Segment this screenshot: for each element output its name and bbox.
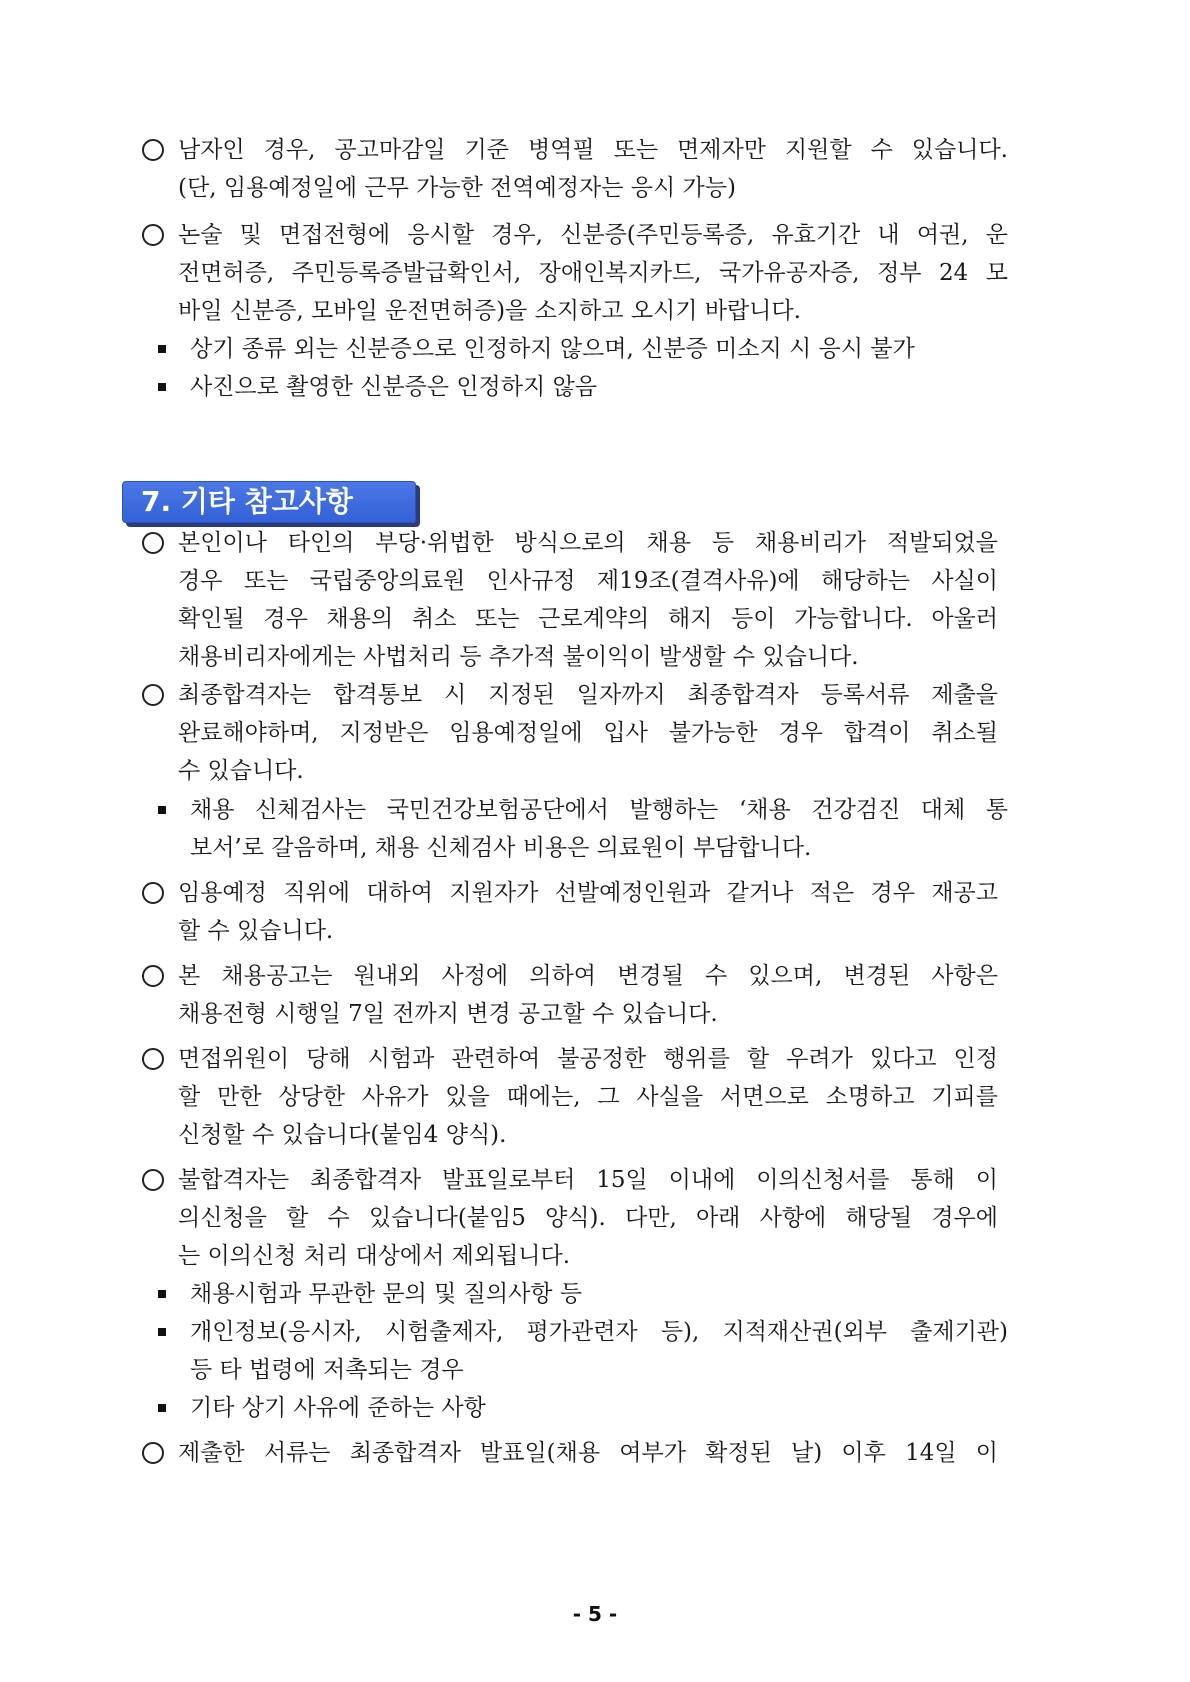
circle-bullet-icon xyxy=(142,224,164,246)
section-heading: 7. 기타 참고사항 xyxy=(122,481,416,523)
text-line: 신청할 수 있습니다(붙임4 양식). xyxy=(178,1122,507,1148)
text-line: 최종합격자는 합격통보 시 지정된 일자까지 최종합격자 등록서류 제출을 xyxy=(178,682,998,708)
square-bullet-icon xyxy=(158,1290,166,1298)
circle-bullet-icon xyxy=(142,532,164,554)
text-line: 의신청을 할 수 있습니다(붙임5 양식). 다만, 아래 사항에 해당될 경우에 xyxy=(178,1205,998,1231)
bullet-text: 상기 종류 외는 신분증으로 인정하지 않으며, 신분증 미소지 시 응시 불가 xyxy=(190,336,915,362)
text-line: 할 만한 상당한 사유가 있을 때에는, 그 사실을 서면으로 소명하고 기피를 xyxy=(178,1084,998,1110)
bullet-text: 개인정보(응시자, 시험출제자, 평가관련자 등), 지적재산권(외부 출제기관) xyxy=(190,1319,1008,1345)
text-line: 확인될 경우 채용의 취소 또는 근로계약의 해지 등이 가능합니다. 아울러 xyxy=(178,606,998,632)
square-bullet-icon xyxy=(158,806,166,814)
text-line: 임용예정 직위에 대하여 지원자가 선발예정인원과 같거나 적은 경우 재공고 xyxy=(178,880,998,906)
text-line: 남자인 경우, 공고마감일 기준 병역필 또는 면제자만 지원할 수 있습니다. xyxy=(178,137,1008,163)
bullet-text: 등 타 법령에 저촉되는 경우 xyxy=(190,1357,464,1383)
bullet-text: 기타 상기 사유에 준하는 사항 xyxy=(190,1395,486,1421)
circle-bullet-icon xyxy=(142,1442,164,1464)
text-line: 전면허증, 주민등록증발급확인서, 장애인복지카드, 국가유공자증, 정부 24 모 xyxy=(178,260,1008,286)
circle-bullet-icon xyxy=(142,1048,164,1070)
text-line: 채용비리자에게는 사법처리 등 추가적 불이익이 발생할 수 있습니다. xyxy=(178,644,859,670)
text-line: 본 채용공고는 원내외 사정에 의하여 변경될 수 있으며, 변경된 사항은 xyxy=(178,963,998,989)
square-bullet-icon xyxy=(158,383,166,391)
text-line: (단, 임용예정일에 근무 가능한 전역예정자는 응시 가능) xyxy=(178,175,736,201)
text-line: 채용전형 시행일 7일 전까지 변경 공고할 수 있습니다. xyxy=(178,1001,718,1027)
square-bullet-icon xyxy=(158,1404,166,1412)
circle-bullet-icon xyxy=(142,684,164,706)
text-line: 바일 신분증, 모바일 운전면허증)을 소지하고 오시기 바랍니다. xyxy=(178,298,801,324)
text-line: 제출한 서류는 최종합격자 발표일(채용 여부가 확정된 날) 이후 14일 이 xyxy=(178,1440,998,1466)
circle-bullet-icon xyxy=(142,965,164,987)
text-line: 논술 및 면접전형에 응시할 경우, 신분증(주민등록증, 유효기간 내 여권, 운 xyxy=(178,222,1008,248)
square-bullet-icon xyxy=(158,1328,166,1336)
text-line: 완료해야하며, 지정받은 임용예정일에 입사 불가능한 경우 합격이 취소될 xyxy=(178,720,998,746)
text-line: 는 이의신청 처리 대상에서 제외됩니다. xyxy=(178,1243,571,1269)
bullet-text: 사진으로 촬영한 신분증은 인정하지 않음 xyxy=(190,374,597,400)
bullet-text: 채용 신체검사는 국민건강보험공단에서 발행하는 ‘채용 건강검진 대체 통 xyxy=(190,797,1008,823)
text-line: 불합격자는 최종합격자 발표일로부터 15일 이내에 이의신청서를 통해 이 xyxy=(178,1167,998,1193)
text-line: 면접위원이 당해 시험과 관련하여 불공정한 행위를 할 우려가 있다고 인정 xyxy=(178,1046,998,1072)
circle-bullet-icon xyxy=(142,882,164,904)
text-line: 경우 또는 국립중앙의료원 인사규정 제19조(결격사유)에 해당하는 사실이 xyxy=(178,568,998,594)
square-bullet-icon xyxy=(158,345,166,353)
circle-bullet-icon xyxy=(142,139,164,161)
page-number: - 5 - xyxy=(572,1602,618,1626)
circle-bullet-icon xyxy=(142,1169,164,1191)
bullet-text: 채용시험과 무관한 문의 및 질의사항 등 xyxy=(190,1281,583,1307)
text-line: 수 있습니다. xyxy=(178,758,304,784)
text-line: 본인이나 타인의 부당·위법한 방식으로의 채용 등 채용비리가 적발되었을 xyxy=(178,530,998,556)
text-line: 할 수 있습니다. xyxy=(178,918,334,944)
bullet-text: 보서’로 갈음하며, 채용 신체검사 비용은 의료원이 부담합니다. xyxy=(190,835,812,861)
